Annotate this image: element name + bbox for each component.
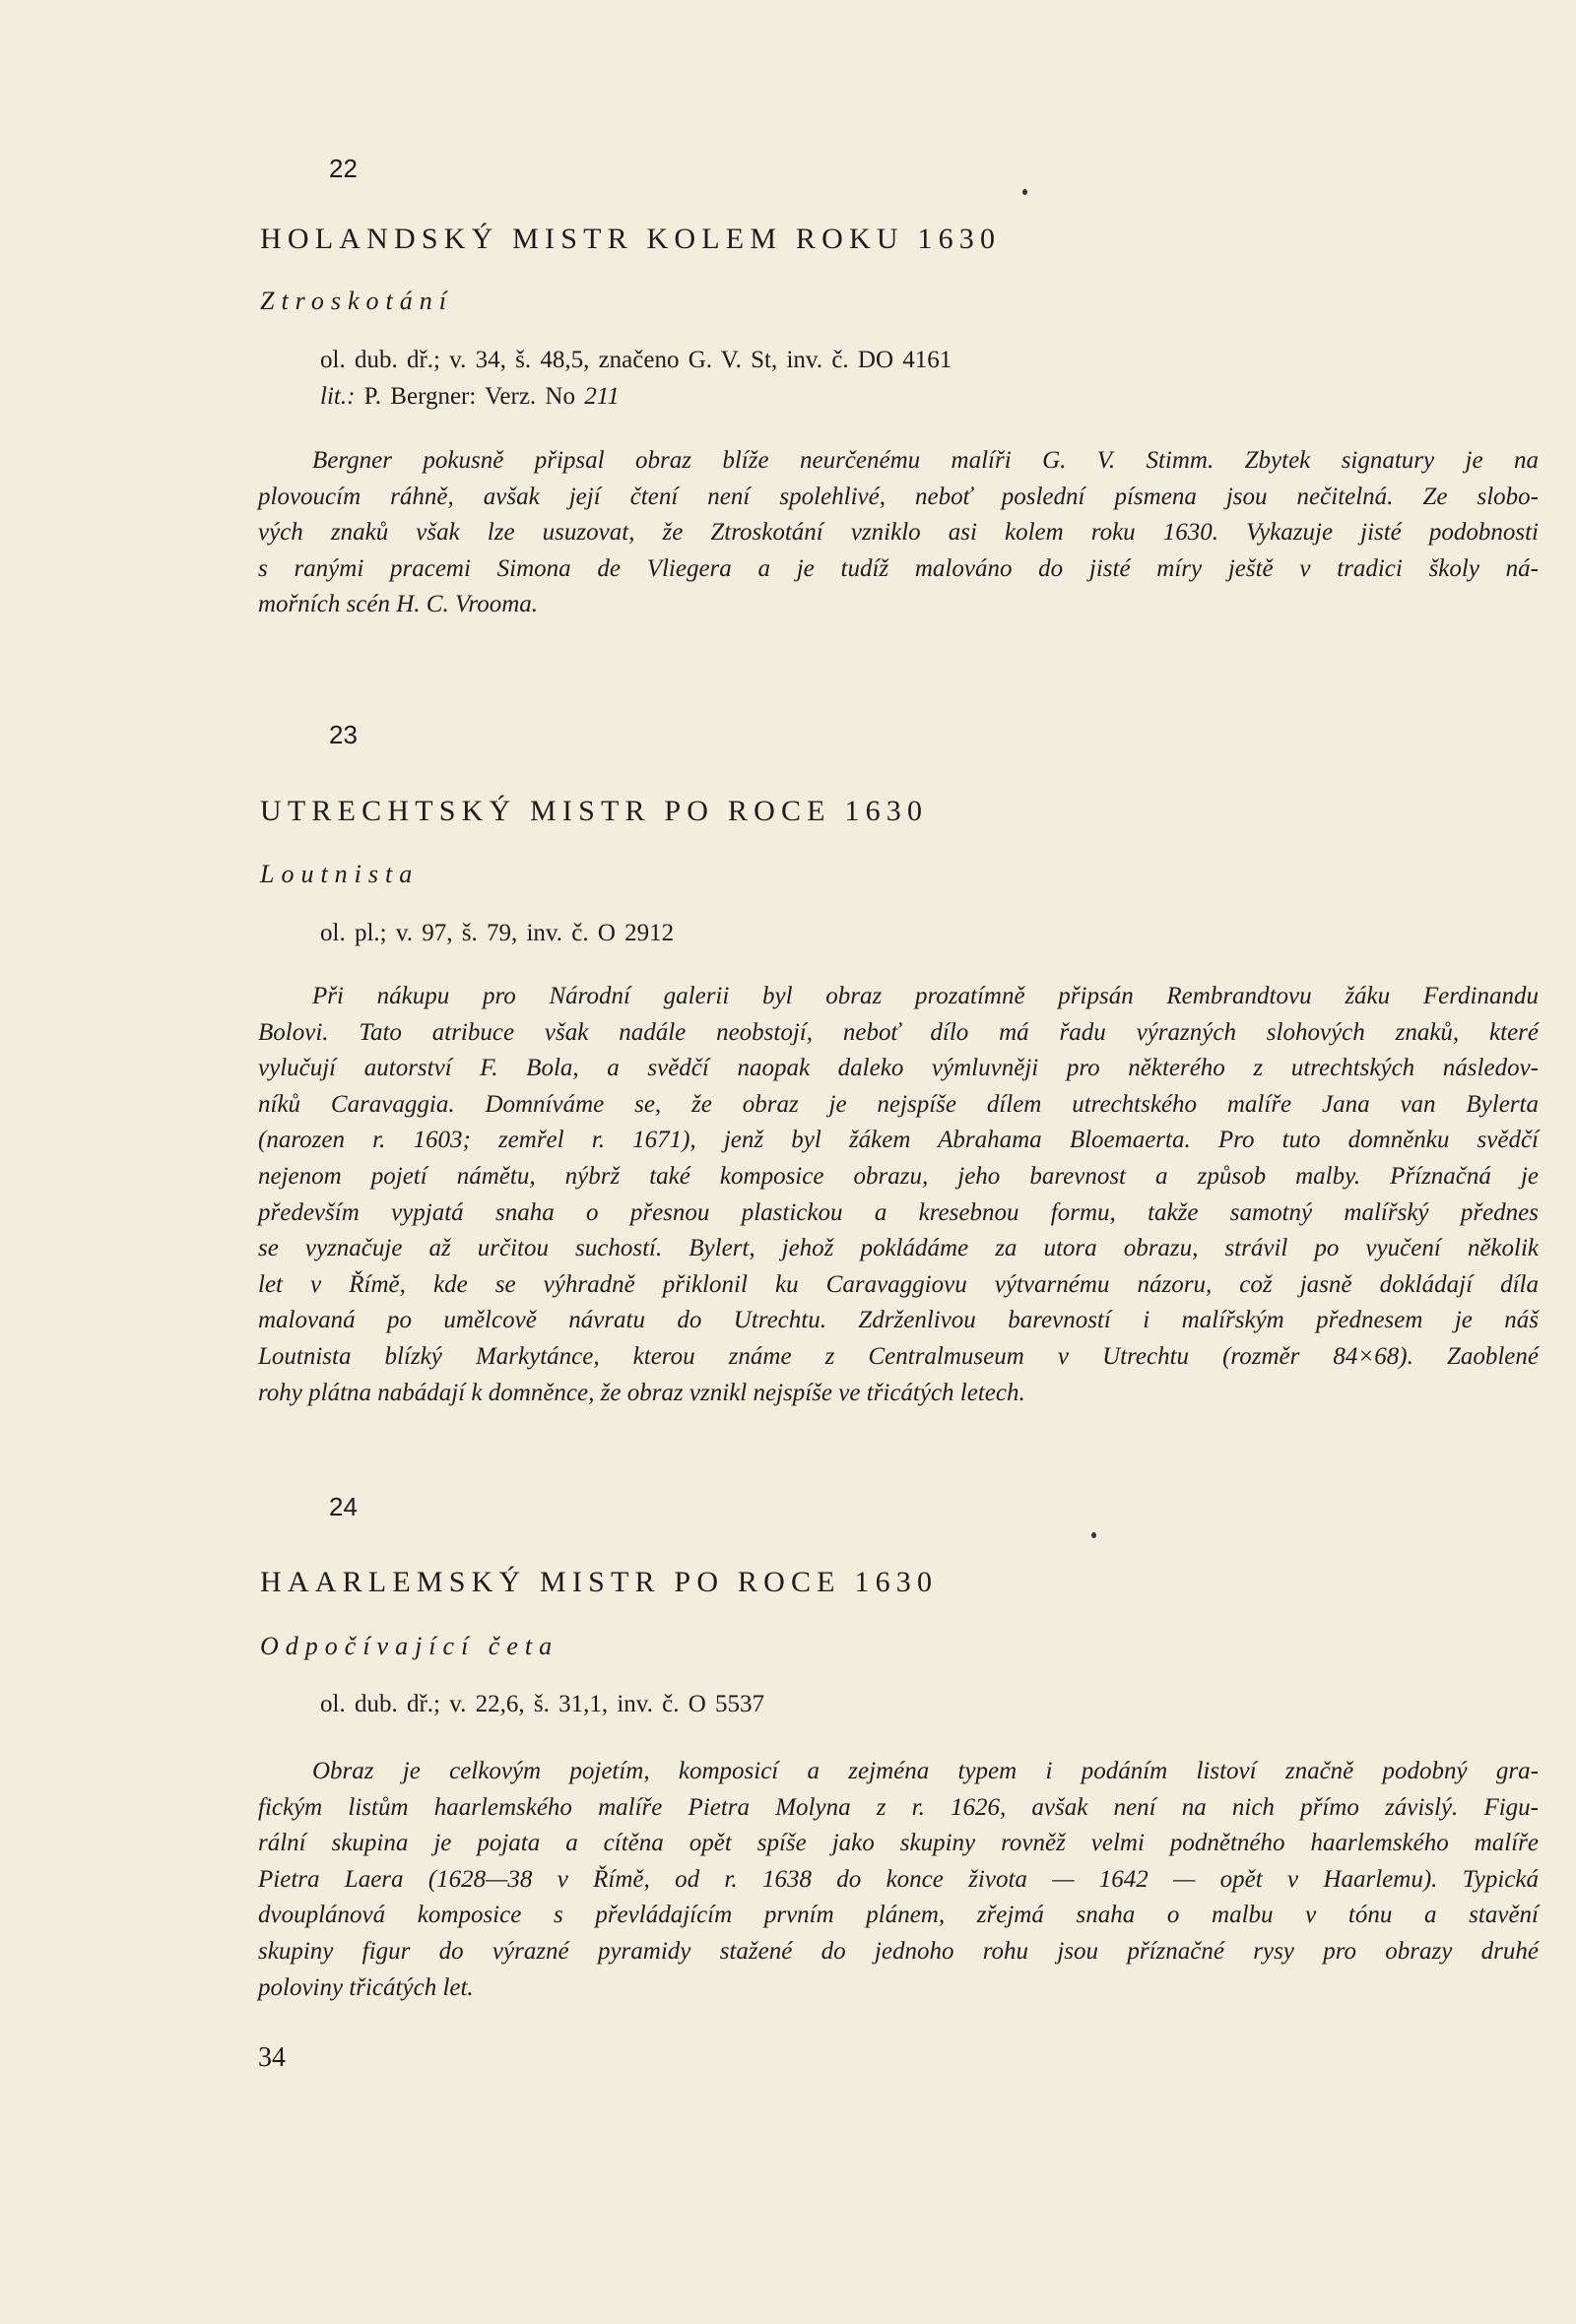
paragraph-line: níků Caravaggia. Domníváme se, že obraz je nejspíše dílem utrechtského malíře Jana van Bylerta: [258, 1090, 1539, 1118]
paragraph-line: mořních scén H. C. Vrooma.: [258, 591, 538, 618]
entry-description: [258, 443, 1539, 623]
page-number: 34: [258, 2042, 286, 2073]
entry-title: UTRECHTSKÝ MISTR PO ROCE 1630: [260, 795, 929, 827]
entry-number: 22: [329, 154, 358, 183]
paragraph-line: Loutnista blízký Markytánce, kterou známe z Centralmuseum v Utrechtu (rozměr 84×68). Zaoblené: [258, 1342, 1539, 1370]
entry-subtitle: Ztroskotání: [260, 287, 453, 315]
entry-subtitle: Odpočívající četa: [260, 1632, 559, 1660]
print-speck: [1091, 1532, 1096, 1538]
entry-meta: ol. dub. dř.; v. 22,6, š. 31,1, inv. č. O 5537: [320, 1691, 765, 1717]
paragraph-line: let v Římě, kde se výhradně přiklonil ku Caravaggiovu výtvarnému názoru, což jasně dokládají díla: [258, 1270, 1539, 1298]
paragraph-line: rohy plátna nabádají k domněnce, že obraz vznikl nejspíše ve třicátých letech.: [258, 1379, 1025, 1406]
entry-number: 24: [329, 1492, 358, 1521]
entry-meta: ol. pl.; v. 97, š. 79, inv. č. O 2912: [320, 920, 675, 946]
paragraph-line: plovoucím ráhně, avšak její čtení není spolehlivé, neboť poslední písmena jsou nečitelná. Ze slobo-: [258, 483, 1539, 510]
entry-subtitle: Loutnista: [260, 860, 420, 888]
paragraph-line: Pietra Laera (1628—38 v Římě, od r. 1638 do konce života — 1642 — opět v Haarlemu). Typická: [258, 1865, 1539, 1893]
paragraph-line: Obraz je celkovým pojetím, komposicí a zejména typem i podáním listoví značně podobný gra-: [312, 1758, 1539, 1784]
entry-number: 23: [329, 720, 358, 749]
entry-meta: ol. dub. dř.; v. 34, š. 48,5, značeno G. V. St, inv. č. DO 4161: [320, 347, 952, 373]
paragraph-line: Bolovi. Tato atribuce však nadále neobstojí, neboť dílo má řadu výrazných slohových znaků, které: [258, 1018, 1539, 1046]
lit-text: P. Bergner: Verz. No: [355, 383, 585, 410]
paragraph-line: (narozen r. 1603; zemřel r. 1671), jenž byl žákem Abrahama Bloemaerta. Pro tuto domněnku svědčí: [258, 1127, 1539, 1154]
paragraph-line: především vypjatá snaha o přesnou plastickou a kresebnou formu, takže samotný malířský přednes: [258, 1198, 1539, 1226]
paragraph-line: dvouplánová komposice s převládajícím prvním plánem, zřejmá snaha o malbu v tónu a stavění: [258, 1902, 1539, 1929]
entry-description: [258, 979, 1539, 1411]
paragraph-line: s ranými pracemi Simona de Vliegera a je tudíž malováno do jisté míry ještě v tradici školy ná-: [258, 554, 1539, 582]
entry-title: HAARLEMSKÝ MISTR PO ROCE 1630: [260, 1566, 939, 1598]
paragraph-line: vylučují autorství F. Bola, a svědčí naopak daleko výmluvněji pro některého z utrechtských následov-: [258, 1055, 1539, 1082]
paragraph-line: malovaná po umělcově návratu do Utrechtu. Zdrženlivou barevností i malířským přednesem je náš: [258, 1307, 1539, 1334]
lit-number: 211: [584, 383, 620, 410]
paragraph-line: fickým listům haarlemského malíře Pietra Molyna z r. 1626, avšak není na nich přímo závislý. Figu-: [258, 1793, 1539, 1821]
paragraph-line: skupiny figur do výrazné pyramidy stažené do jednoho rohu jsou příznačné rysy pro obrazy druhé: [258, 1937, 1539, 1965]
paragraph-line: Bergner pokusně připsal obraz blíže neurčenému malíři G. V. Stimm. Zbytek signatury je na: [312, 447, 1539, 474]
print-speck: [1022, 189, 1027, 195]
paragraph-line: Při nákupu pro Národní galerii byl obraz prozatímně připsán Rembrandtovu žáku Ferdinandu: [312, 983, 1539, 1009]
paragraph-line: poloviny třicátých let.: [258, 1973, 474, 2001]
paragraph-line: rální skupina je pojata a cítěna opět spíše jako skupiny rovněž velmi podnětného haarlemského malíře: [258, 1830, 1539, 1857]
paragraph-line: nejenom pojetí námětu, nýbrž také komposice obrazu, jeho barevnost a způsob malby. Příznačná je: [258, 1162, 1539, 1190]
entry-title: HOLANDSKÝ MISTR KOLEM ROKU 1630: [260, 223, 1002, 255]
entry-description: [258, 1754, 1539, 2006]
paragraph-line: vých znaků však lze usuzovat, že Ztroskotání vzniklo asi kolem roku 1630. Vykazuje jisté podobnosti: [258, 519, 1539, 547]
entry-literature: [320, 383, 620, 411]
lit-label: lit.:: [320, 383, 356, 410]
paragraph-line: se vyznačuje až určitou suchostí. Bylert, jehož pokládáme za utora obrazu, strávil po vyučení několik: [258, 1235, 1539, 1262]
